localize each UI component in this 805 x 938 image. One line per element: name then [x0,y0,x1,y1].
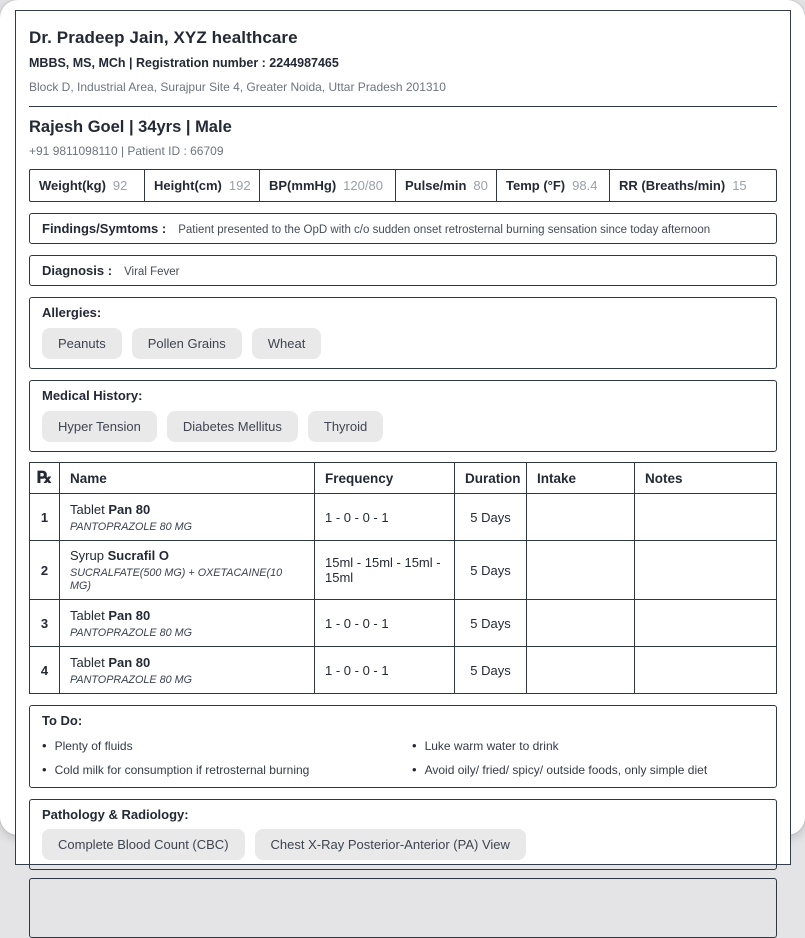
vital-value: 80 [473,178,488,193]
drug-generic: PANTOPRAZOLE 80 MG [70,520,192,533]
patient-info [29,118,777,158]
pathology-label: Pathology & Radiology: [42,807,189,822]
col-header-name: Name [60,463,315,494]
vital-label: Pulse/min [405,178,467,193]
notes-cell [635,647,777,694]
drug-brand: Pan 80 [108,654,151,670]
intake-cell [527,647,635,694]
todo-item: • Plenty of fluids [42,735,394,757]
vital-label: Height(cm) [154,178,222,193]
rx-number: 4 [30,647,60,694]
vital-rr [610,170,776,201]
allergy-chip: Wheat [252,328,322,359]
rx-number: 3 [30,600,60,647]
rx-symbol-icon: ℞ [30,463,60,494]
notes-cell [635,600,777,647]
vital-pulse [396,170,497,201]
frequency-cell: 1 - 0 - 0 - 1 [315,600,455,647]
history-chip: Diabetes Mellitus [167,411,298,442]
frequency-cell: 1 - 0 - 0 - 1 [315,647,455,694]
medical-history-label: Medical History: [42,388,143,403]
drug-name [70,501,304,518]
col-header-notes: Notes [635,463,777,494]
diagnosis-section [29,255,777,286]
header-divider [29,106,777,107]
medical-history-chips [42,411,764,442]
prescription-row [30,494,777,541]
intake-cell [527,541,635,600]
drug-name-cell [60,647,315,694]
drug-brand: Pan 80 [108,607,151,623]
drug-brand: Pan 80 [108,501,151,517]
intake-cell [527,494,635,541]
pathology-section [29,799,777,870]
prescription-row [30,600,777,647]
todo-item: • Cold milk for consumption if retrosternal burning [42,759,394,781]
vital-value: 15 [732,178,747,193]
diagnosis-value: Viral Fever [124,266,180,278]
todo-label: To Do: [42,713,83,728]
drug-name [70,607,304,624]
duration-cell: 5 Days [455,541,527,600]
patient-contact: +91 9811098110 | Patient ID : 66709 [29,144,224,158]
frequency-cell: 1 - 0 - 0 - 1 [315,494,455,541]
drug-name [70,654,304,671]
todo-item: • Avoid oily/ fried/ spicy/ outside foods, only simple diet [412,759,764,781]
col-header-duration: Duration [455,463,527,494]
drug-name-cell [60,600,315,647]
prescription-row [30,541,777,600]
patient-name: Rajesh Goel | 34yrs | Male [29,118,232,136]
prescription-row [30,647,777,694]
duration-cell: 5 Days [455,494,527,541]
notes-cell [635,541,777,600]
vital-label: RR (Breaths/min) [619,178,726,193]
todo-list [42,735,764,781]
vital-label: Temp (°F) [506,178,566,193]
doctor-header [29,28,777,94]
findings-section [29,213,777,244]
pathology-chips [42,829,764,860]
vital-temp [497,170,610,201]
drug-form: Tablet [70,501,105,517]
rx-number: 1 [30,494,60,541]
pathology-chip: Chest X-Ray Posterior-Anterior (PA) View [255,829,526,860]
todo-item: • Luke warm water to drink [412,735,764,757]
next-section-cutoff [29,878,777,938]
pathology-chip: Complete Blood Count (CBC) [42,829,245,860]
vital-label: Weight(kg) [39,178,106,193]
vital-value: 120/80 [343,178,383,193]
doctor-name: Dr. Pradeep Jain, XYZ healthcare [29,28,298,47]
clinic-address: Block D, Industrial Area, Surajpur Site 4, Greater Noida, Uttar Pradesh 201310 [29,80,446,94]
col-header-frequency: Frequency [315,463,455,494]
findings-value: Patient presented to the OpD with c/o sudden onset retrosternal burning sensation since today afternoon [178,224,711,236]
vital-value: 192 [228,178,251,193]
vital-height [145,170,260,201]
drug-form: Tablet [70,654,105,670]
vital-label: BP(mmHg) [269,178,337,193]
frequency-cell: 15ml - 15ml - 15ml - 15ml [315,541,455,600]
drug-generic: PANTOPRAZOLE 80 MG [70,673,192,686]
intake-cell [527,600,635,647]
col-header-intake: Intake [527,463,635,494]
drug-name [70,547,304,564]
rx-number: 2 [30,541,60,600]
vitals-table [29,169,777,202]
drug-name-cell [60,494,315,541]
prescription-table [29,462,777,694]
allergies-label: Allergies: [42,305,102,320]
findings-label: Findings/Symtoms : [42,221,167,236]
duration-cell: 5 Days [455,647,527,694]
drug-brand: Sucrafil O [107,548,170,563]
vital-value: 98.4 [572,178,598,193]
drug-name-cell [60,541,315,600]
vital-bp [260,170,396,201]
drug-generic: PANTOPRAZOLE 80 MG [70,626,192,639]
diagnosis-label: Diagnosis : [42,263,113,278]
vital-value: 92 [112,178,128,193]
medical-history-section [29,380,777,452]
todo-section [29,705,777,788]
allergies-section [29,297,777,369]
prescription-page-frame [15,10,791,865]
allergy-chip: Peanuts [42,328,122,359]
notes-cell [635,494,777,541]
drug-form: Syrup [70,548,104,563]
doctor-credentials: MBBS, MS, MCh | Registration number : 2244987465 [29,56,339,70]
history-chip: Hyper Tension [42,411,157,442]
prescription-header-row [30,463,777,494]
duration-cell: 5 Days [455,600,527,647]
history-chip: Thyroid [308,411,383,442]
allergies-chips [42,328,764,359]
drug-generic: SUCRALFATE(500 MG) + OXETACAINE(10 MG) [70,567,283,592]
vital-weight [30,170,145,201]
drug-form: Tablet [70,607,105,623]
allergy-chip: Pollen Grains [132,328,242,359]
